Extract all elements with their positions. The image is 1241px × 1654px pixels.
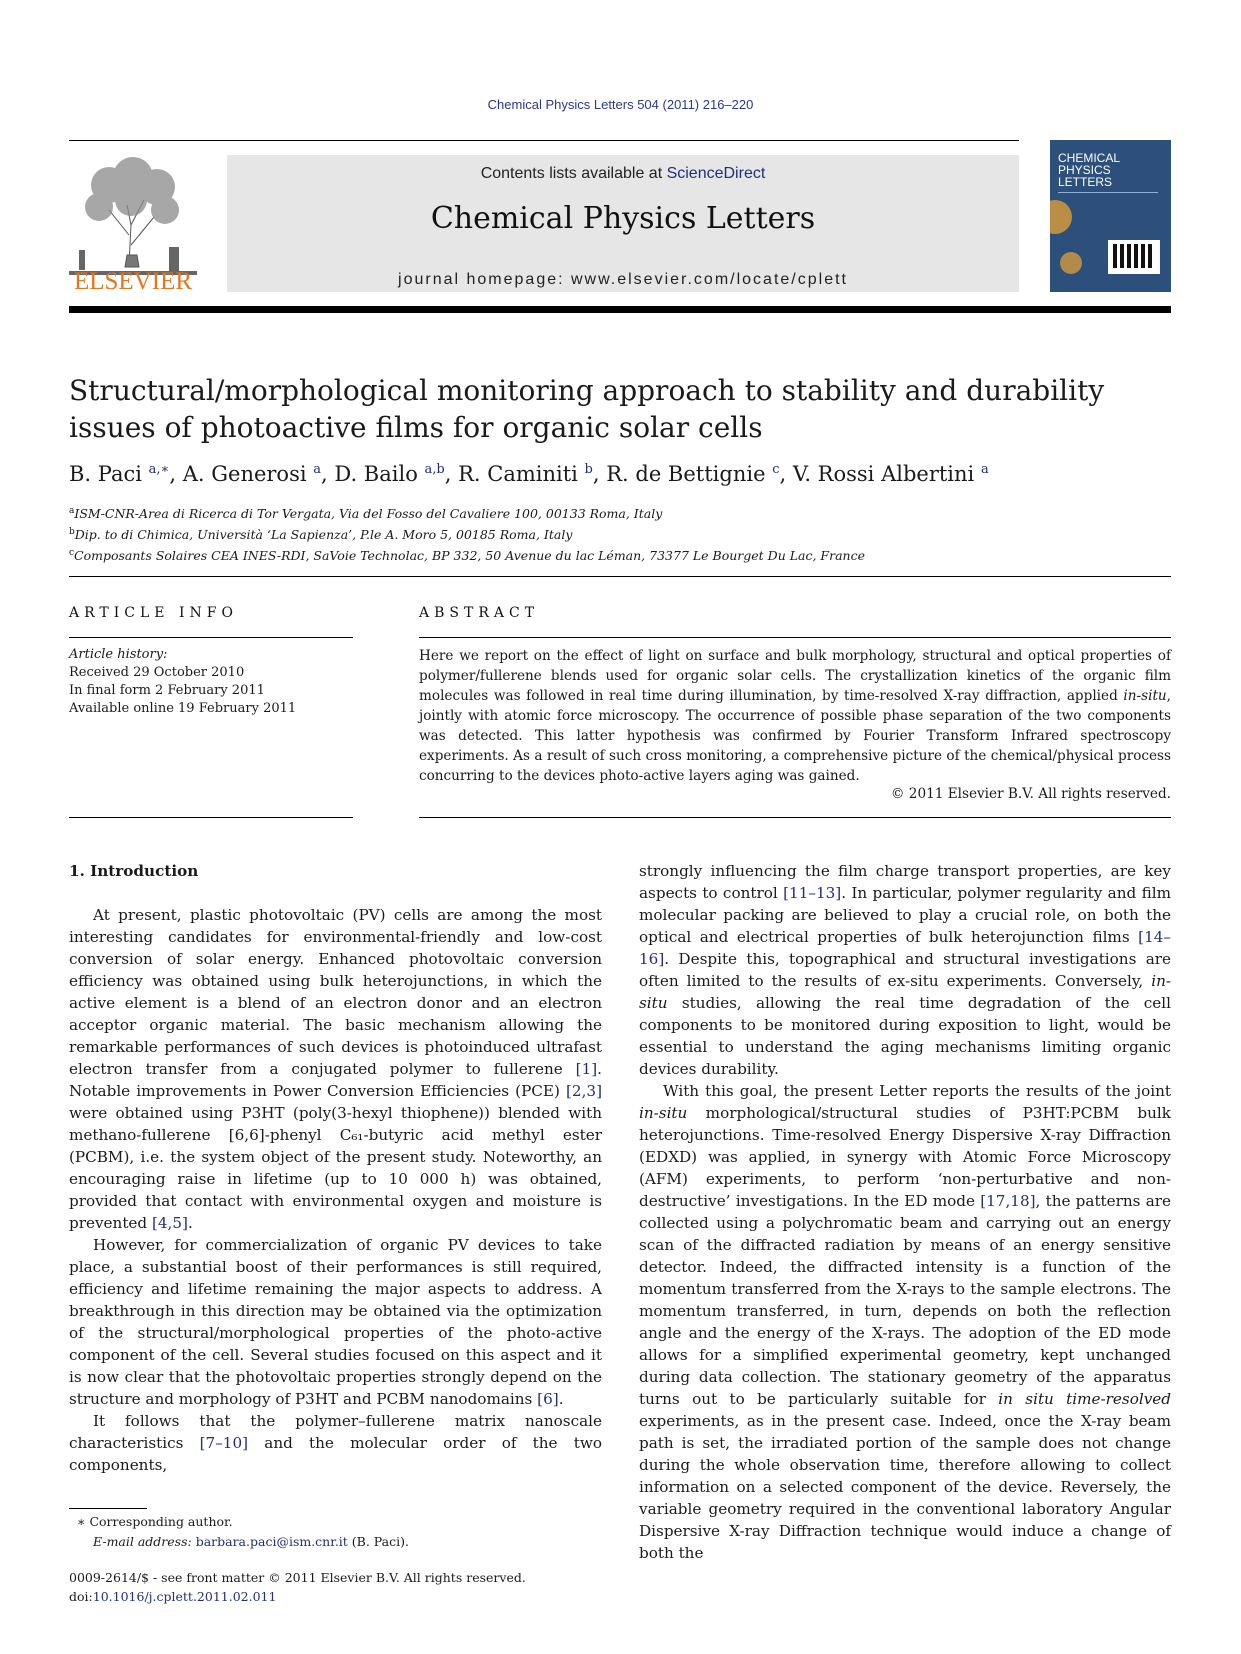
abstract-text: Here we report on the effect of light on surface and bulk morphology, structural and optical properties of polymer/fullerene blends used for organic solar cells. The crystallization kinetics of the organic film molecules was followed in real time during illumination, by time-resolved X-ray diffraction, applied in-situ, jointly with atomic force microscopy. The occurrence of possible phase separation of the two components was detected. This latter hypothesis was confirmed by Fourier Transform Infrared spectroscopy experiments. As a result of such cross monitoring, a comprehensive picture of the chemical/physical process concurring to the devices photo-active layers aging was gained. [419,648,1171,784]
paragraph: It follows that the polymer–fullerene matrix nanoscale characteristics [7–10] and the molecular order of the two components, [69,1412,602,1474]
affiliation-line [69,502,1169,523]
article-title: Structural/morphological monitoring approach to stability and durability issues of photoactive films for organic solar cells [69,374,1105,444]
citation-link[interactable]: [2,3] [565,1082,602,1100]
cover-decoration [1060,252,1082,274]
body-column-right [639,860,1171,1564]
history-final-form: In final form 2 February 2011 [69,683,265,698]
article-info-rule [69,637,353,638]
abstract-rule-bottom [419,817,1171,818]
author-name: , A. Generosi [169,462,314,486]
article-info-rule-bottom [69,817,353,818]
email-link[interactable]: barbara.paci@ism.cnr.it [195,1534,348,1549]
author-affiliation-marker[interactable]: a,∗ [148,462,170,477]
affiliation-line [69,523,1169,544]
author-name: , R. de Bettignie [592,462,773,486]
paragraph: However, for commercialization of organic PV devices to take place, a substantial boost of their performances is still required, efficiency and lifetime remaining the major aspects to address. A breakthrough in this direction may be obtained via the optimization of the structural/morphological properties of the photo-active component of the cell. Several studies focused on this aspect and it is now clear that the photovoltaic properties strongly depend on the structure and morphology of P3HT and PCBM nanodomains [6]. [69,1236,602,1408]
affiliation-line [69,544,1169,565]
affiliations [69,502,1169,565]
section-heading-introduction: 1. Introduction [69,862,199,880]
issn-line: 0009-2614/$ - see front matter © 2011 Elsevier B.V. All rights reserved. [69,1570,526,1585]
author-affiliation-marker[interactable]: b [584,462,593,477]
citation-link[interactable]: [6] [537,1390,559,1408]
citation-link[interactable]: [11–13] [783,884,842,902]
author-affiliation-marker[interactable]: a,b [424,462,445,477]
affiliation-text: Dip. to di Chimica, Università ‘La Sapienza’, P.le A. Moro 5, 00185 Roma, Italy [74,527,573,542]
section-rule [69,576,1171,577]
abstract-rule [419,637,1171,638]
history-received: Received 29 October 2010 [69,665,245,680]
contents-line [227,165,1019,183]
author-list [69,462,1169,486]
history-label: Article history: [69,647,168,662]
author-name: B. Paci [69,462,149,486]
affiliation-marker: a [69,506,75,516]
abstract-copyright: © 2011 Elsevier B.V. All rights reserved. [890,786,1171,802]
corresponding-author-note: ∗ Corresponding author. [77,1514,233,1529]
doi-line: doi:10.1016/j.cplett.2011.02.011 [69,1589,277,1604]
author-name: , D. Bailo [321,462,425,486]
article-history [69,646,353,718]
body-column-left [69,860,602,1476]
abstract-heading: ABSTRACT [419,605,540,621]
elsevier-wordmark: ELSEVIER [73,268,193,295]
doi-link[interactable]: 10.1016/j.cplett.2011.02.011 [92,1589,277,1604]
header-rule-top [69,140,1019,141]
paragraph: With this goal, the present Letter reports the results of the joint in-situ morphological/structural studies of P3HT:PCBM bulk heterojunctions. Time-resolved Energy Dispersive X-ray Diffraction (EDXD) was applied, in synergy with Atomic Force Microscopy (AFM) experiments, to perform ‘non-perturbative and non-destructive’ investigations. In the ED mode [17,18], the patterns are collected using a polychromatic beam and carrying out an energy scan of the diffracted radiation by means of an energy sensitive detector. Indeed, the diffracted intensity is a function of the momentum transferred from the X-rays to the sample electrons. The momentum transferred, in turn, depends on both the reflection angle and the energy of the X-rays. The adoption of the ED mode allows for a simplified experimental geometry, kept unchanged during data collection. The stationary geometry of the apparatus turns out to be particularly suitable for in situ time-resolved experiments, as in the present case. Indeed, once the X-ray beam path is set, the irradiated portion of the sample does not change during the whole observation time, therefore allowing to collect information on a selected component of the device. Reversely, the variable geometry required in the conventional laboratory Angular Dispersive X-ray Diffraction technique would induce a change of both the [639,1082,1172,1562]
author-affiliation-marker[interactable]: a [313,462,322,477]
author-affiliation-marker[interactable]: a [980,462,989,477]
article-info-heading: ARTICLE INFO [69,605,238,621]
cover-divider [1058,192,1158,206]
footnote-rule [69,1508,147,1509]
author-name: , V. Rossi Albertini [779,462,981,486]
affiliation-text: Composants Solaires CEA INES-RDI, SaVoie Technolac, BP 332, 50 Avenue du lac Léman, 73377 Le Bourget Du Lac, France [74,548,865,563]
affiliation-text: ISM-CNR-Area di Ricerca di Tor Vergata, Via del Fosso del Cavaliere 100, 00133 Roma, Italy [74,506,663,521]
author-affiliation-marker[interactable]: c [772,462,780,477]
citation-link[interactable]: [1] [575,1060,598,1078]
citation-link[interactable]: [4,5] [151,1214,188,1232]
email-line: E-mail address: barbara.paci@ism.cnr.it (B. Paci). [93,1534,409,1549]
cover-graphic [1108,240,1160,274]
footnote [69,1512,602,1552]
journal-reference-link[interactable]: Chemical Physics Letters 504 (2011) 216–220 [487,97,754,112]
paragraph: strongly influencing the film charge transport properties, are key aspects to control [11–13]. In particular, polymer regularity and film molecular packing are believed to play a crucial role, on both the optical and electrical properties of bulk heterojunction films [14–16]. Despite this, topographical and structural investigations are often limited to the results of ex-situ experiments. Conversely, in-situ studies, allowing the real time degradation of the cell components to be monitored during exposition to light, would be essential to understand the aging mechanisms limiting organic devices durability. [639,862,1171,1078]
bottom-metadata [69,1568,602,1606]
sciencedirect-link[interactable]: ScienceDirect [666,165,766,182]
history-online: Available online 19 February 2011 [69,701,297,716]
journal-header-box [227,155,1019,292]
affiliation-marker: c [69,548,75,558]
citation-link[interactable]: [7–10] [199,1434,249,1452]
author-name: , R. Caminiti [444,462,585,486]
citation-link[interactable]: [17,18] [980,1192,1036,1210]
journal-homepage[interactable]: journal homepage: www.elsevier.com/locate/cplett [398,271,848,288]
journal-title: Chemical Physics Letters [430,201,816,236]
citation-link[interactable]: [14–16] [639,928,1171,968]
header-rule-thick [69,306,1171,313]
affiliation-marker: b [69,527,75,537]
contents-prefix: Contents lists available at [480,165,667,182]
cover-title: CHEMICAL PHYSICS LETTERS [1058,151,1120,189]
paragraph: At present, plastic photovoltaic (PV) cells are among the most interesting candidates for environmental-friendly and low-cost conversion of solar energy. Enhanced photovoltaic conversion efficiency was obtained using bulk heterojunctions, in which the active element is a blend of an electron donor and an electron acceptor organic material. The basic mechanism allowing the remarkable performances of such devices is photoinduced ultrafast electron transfer from a conjugated polymer to fullerene [1]. Notable improvements in Power Conversion Efficiencies (PCE) [2,3] were obtained using P3HT (poly(3-hexyl thiophene)) blended with methano-fullerene [6,6]-phenyl C₆₁-butyric acid methyl ester (PCBM), i.e. the system object of the present study. Noteworthy, an encouraging raise in lifetime (up to 10 000 h) was obtained, provided that contact with environmental oxygen and moisture is prevented [4,5]. [69,906,602,1232]
journal-cover-image [1050,140,1171,292]
